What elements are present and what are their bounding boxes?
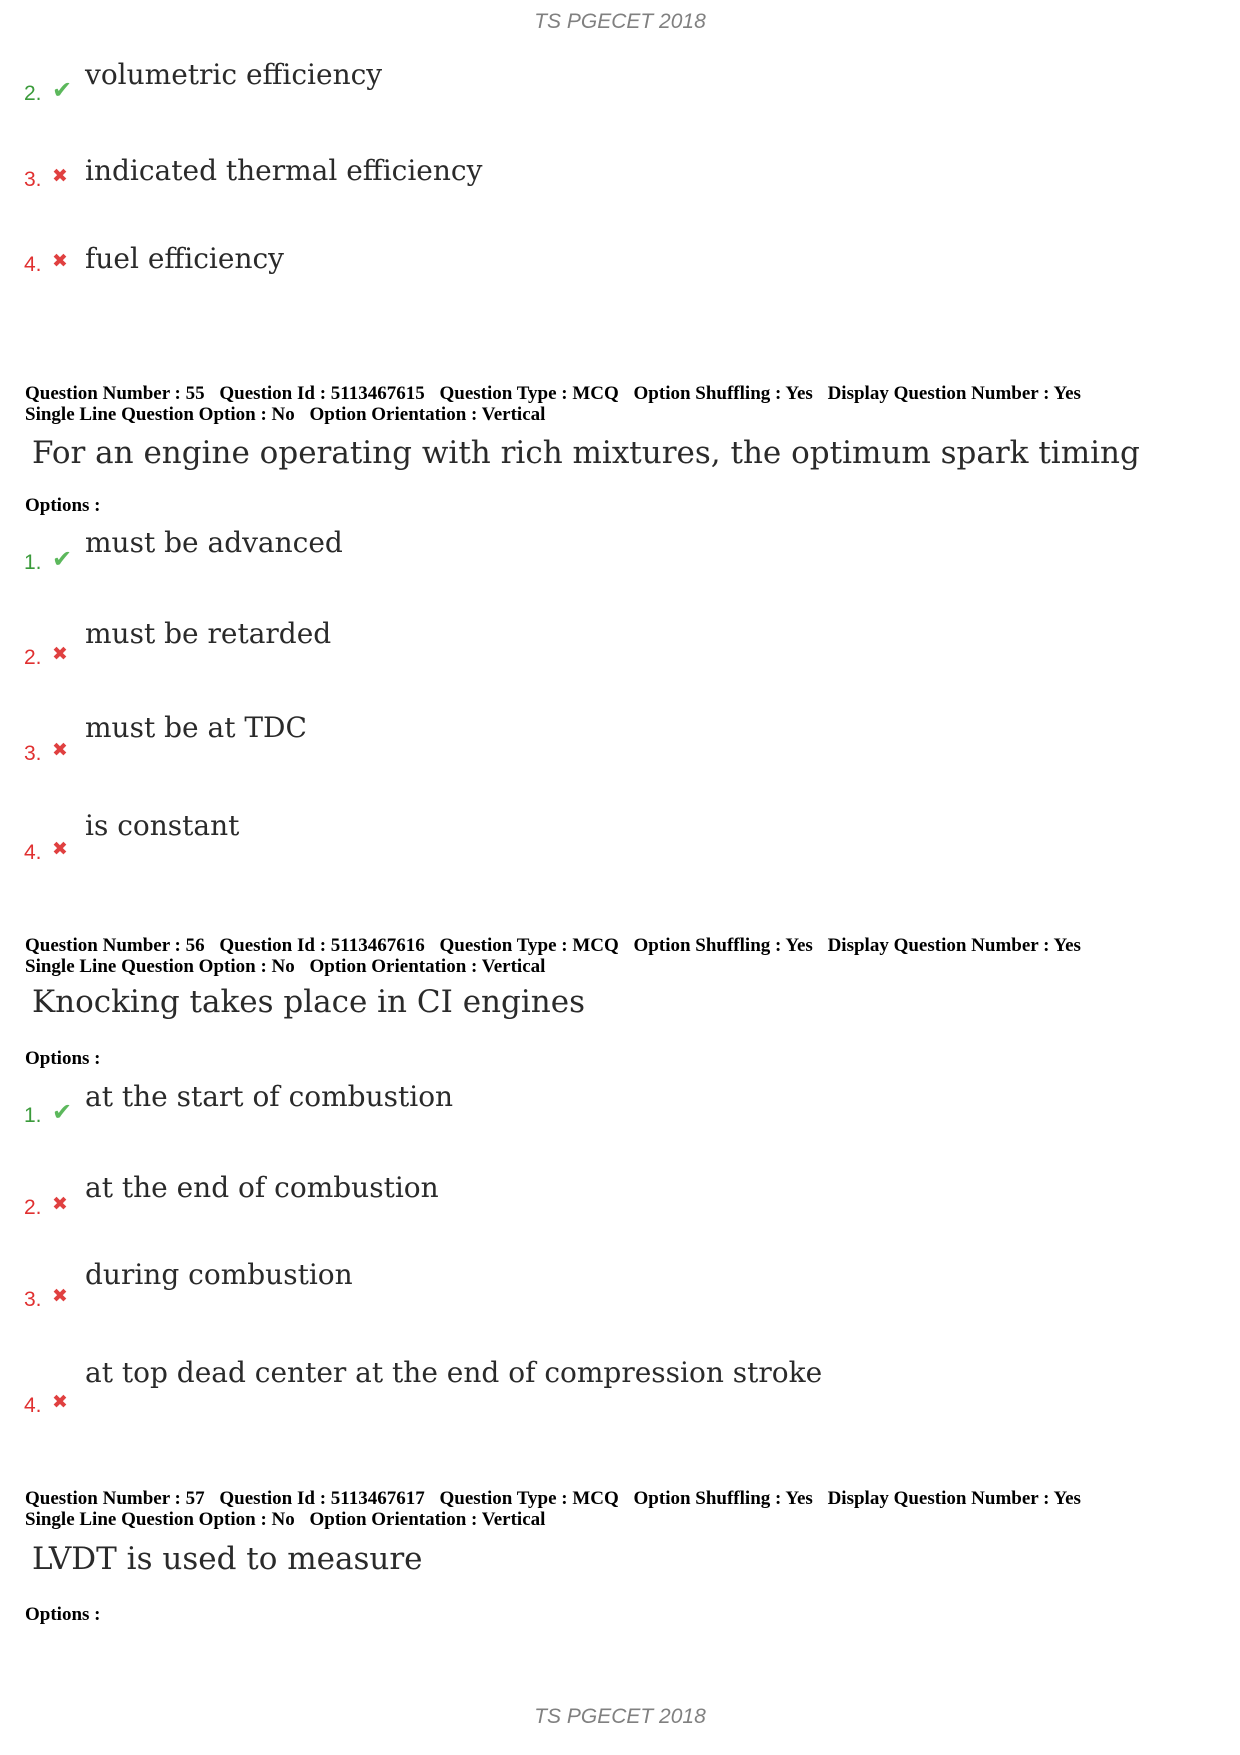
option-number: 1. [24,1104,42,1127]
page-header: TS PGECET 2018 [534,10,706,33]
cross-icon: ✖ [52,250,68,272]
check-icon: ✔ [52,76,73,104]
meta-question-id: Question Id : 5113467617 [219,1488,425,1509]
cross-icon: ✖ [52,643,68,665]
meta-option-orientation: Option Orientation : Vertical [309,1509,546,1530]
option-number: 2. [24,82,42,105]
meta-display-question-number: Display Question Number : Yes [827,1488,1081,1509]
cross-icon: ✖ [52,1193,68,1215]
cross-icon: ✖ [52,1285,68,1307]
option-number: 4. [24,841,42,864]
question-meta-line-2 [25,1509,1225,1530]
meta-option-shuffling: Option Shuffling : Yes [633,935,813,956]
meta-option-orientation: Option Orientation : Vertical [309,956,546,977]
option-number: 4. [24,253,42,276]
meta-single-line-option: Single Line Question Option : No [25,956,295,977]
options-label: Options : [25,1604,101,1625]
option-number: 3. [24,168,42,191]
meta-question-number: Question Number : 57 [25,1488,205,1509]
option-text: fuel efficiency [85,242,284,275]
question-text: Knocking takes place in CI engines [32,984,585,1020]
option-text: must be advanced [85,526,343,559]
check-icon: ✔ [52,1098,73,1126]
meta-question-type: Question Type : MCQ [439,1488,619,1509]
meta-question-type: Question Type : MCQ [439,935,619,956]
meta-option-shuffling: Option Shuffling : Yes [633,383,813,404]
meta-option-shuffling: Option Shuffling : Yes [633,1488,813,1509]
cross-icon: ✖ [52,1391,68,1413]
option-number: 3. [24,1288,42,1311]
option-text: must be retarded [85,617,332,650]
option-number: 4. [24,1394,42,1417]
question-text: LVDT is used to measure [32,1541,423,1577]
option-text: during combustion [85,1258,353,1291]
meta-display-question-number: Display Question Number : Yes [827,383,1081,404]
question-meta-line-2 [25,956,1225,977]
check-icon: ✔ [52,545,73,573]
option-text: at the start of combustion [85,1080,454,1113]
option-text: indicated thermal efficiency [85,154,483,187]
options-label: Options : [25,1048,101,1069]
question-meta-line-2 [25,404,1225,425]
meta-question-number: Question Number : 55 [25,383,205,404]
meta-display-question-number: Display Question Number : Yes [827,935,1081,956]
option-text: volumetric efficiency [85,58,383,91]
option-text: at the end of combustion [85,1171,439,1204]
page-footer: TS PGECET 2018 [534,1705,706,1728]
option-text: must be at TDC [85,711,307,744]
question-meta-line-1 [25,935,1225,956]
option-number: 1. [24,551,42,574]
meta-question-id: Question Id : 5113467615 [219,383,425,404]
meta-question-type: Question Type : MCQ [439,383,619,404]
cross-icon: ✖ [52,739,68,761]
meta-option-orientation: Option Orientation : Vertical [309,404,546,425]
options-label: Options : [25,495,101,516]
option-text: is constant [85,809,240,842]
question-text: For an engine operating with rich mixtures, the optimum spark timing [32,435,1140,471]
meta-single-line-option: Single Line Question Option : No [25,404,295,425]
cross-icon: ✖ [52,165,68,187]
meta-question-id: Question Id : 5113467616 [219,935,425,956]
question-meta-line-1 [25,383,1225,404]
cross-icon: ✖ [52,838,68,860]
option-number: 3. [24,742,42,765]
option-number: 2. [24,1196,42,1219]
option-text: at top dead center at the end of compression stroke [85,1356,823,1389]
meta-single-line-option: Single Line Question Option : No [25,1509,295,1530]
option-number: 2. [24,646,42,669]
meta-question-number: Question Number : 56 [25,935,205,956]
question-meta-line-1 [25,1488,1225,1509]
